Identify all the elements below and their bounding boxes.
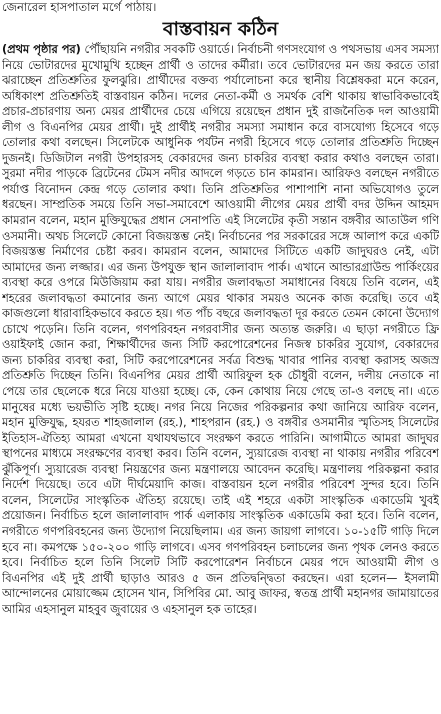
article-body-text: পৌঁছায়নি নগরীর সবকটি ওয়ার্ডে। নির্বাচনী গণসংযোগ ও পথসভায় এসব সমস্যা নিয়ে ভোটারদের মুখোমুখি হচ্ছেন প্রার্থী ও তাদের কর্মীরা। তবে ভোটারদের মন জয় করতে তারা ঝরাচ্ছেন প্রতিশ্রুতির ফুলঝুরি। প্রার্থীদের বক্তব্য পর্যালোচনা করে স্থানীয় বিশ্লেষকরা মনে করেন, অধিকাংশ প্রতিশ্রুতিই বাস্তবায়ন কঠিন। দলের নেতা-কর্মী ও সমর্থক বেশি থাকায় স্বাভাবিকভাবেই প্রচার-প্রচারণায় অন্য মেয়র প্রার্থীদের চেয়ে এগিয়ে রয়েছেন প্রধান দুই রাজনৈতিক দল আওয়ামী লীগ ও বিএনপির মেয়র প্রার্থী। দুই প্রার্থীই নগরীর সমস্যা সমাধান করে বাসযোগ্য হিসেবে গড়ে তোলার কথা বলছেন। সিলেটকে আধুনিক পর্যটন নগরী হিসেবে গড়ে তোলার প্রতিশ্রুতি দিচ্ছেন দুজনই। ডিজিটাল নগরী উপহারসহ বেকারদের জন্য চাকরির ব্যবস্থা করার কথাও বলছেন তারা। সুরমা নদীর পাড়কে ব্রিটেনের টেমস নদীর আদলে গড়তে চান কামরান। আরিফও বলছেন নগরীতে পর্যাপ্ত বিনোদন কেন্দ্র গড়ে তোলার কথা। তিনি প্রতিশ্রুতির পাশাপাশি নানা অভিযোগও তুলে ধরছেন। সাম্প্রতিক সময়ে তিনি সভা-সমাবেশে আওয়ামী লীগের মেয়র প্রার্থী বদর উদ্দিন আহমদ কামরান বলেন, মহান মুক্তিযুদ্ধের প্রধান সেনাপতি এই সিলেটের কৃতী সন্তান বঙ্গবীর আতাউল গণি ওসমানী। অথচ সিলেটে কোনো বিজয়স্তম্ভ নেই। নির্বাচনের পর সরকারের সঙ্গে আলাপ করে একটি বিজয়স্তম্ভ নির্মাণের চেষ্টা করব। কামরান বলেন, আমাদের সিটিতে একটি জাদুঘরও নেই, এটা আমাদের জন্য লজ্জার। এর জন্য উপযুক্ত স্থান জালালাবাদ পার্ক। এখানে আন্ডারগ্রাউন্ড পার্কিংয়ের ব্যবস্থা করে ওপরে মিউজিয়াম করা যায়। নগরীর জলাবদ্ধতা সমাধানের বিষয়ে তিনি বলেন, এই শহরের জলাবদ্ধতা কমানোর জন্য আগে মেয়র থাকার সময়ও অনেক কাজ করেছি। তবে এই কাজগুলো ধারাবাহিকভাবে করতে হয়। গত পাঁচ বছরে জলাবদ্ধতা দূর করতে তেমন কোনো উদ্যোগ চোখে পড়েনি। তিনি বলেন, গণপরিবহন নগরবাসীর জন্য অত্যন্ত জরুরি। এ ছাড়া নগরীতে ফ্রি ওয়াইফাই জোন করা, শিক্ষার্থীদের জন্য সিটি করপোরেশনের নিজস্ব চাকরির সুযোগ, বেকারদের জন্য চাকরির ব্যবস্থা করা, সিটি করপোরেশনের সর্বত্র বিশুদ্ধ খাবার পানির ব্যবস্থা করাসহ অজস্র প্রতিশ্রুতি দিচ্ছেন তিনি। বিএনপির মেয়র প্রার্থী আরিফুল হক চৌধুরী বলেন, দলীয় নেতাকে না পেয়ে তার ছেলেকে ধরে নিয়ে যাওয়া হচ্ছে। কে, কেন কোথায় নিয়ে গেছে তা-ও বলছে না। এতে মানুষের মধ্যে ভয়ভীতি সৃষ্টি হচ্ছে। নগর নিয়ে নিজের পরিকল্পনার কথা জানিয়ে আরিফ বলেন, মহান মুক্তিযুদ্ধ, হযরত শাহজালাল (রহ.), শাহপরান (রহ.) ও বঙ্গবীর ওসমানীর স্মৃতিসহ সিলেটের ইতিহাস-ঐতিহ্য আমরা এখনো যথাযথভাবে সংরক্ষণ করতে পারিনি। আগামীতে আমরা জাদুঘর স্থাপনের মাধ্যমে সংরক্ষণের ব্যবস্থা করব। তিনি বলেন, স্যুয়ারেজ ব্যবস্থা না থাকায় নগরীর পরিবেশ ঝুঁকিপূর্ণ। স্যুয়ারেজ ব্যবস্থা নিয়ন্ত্রণের জন্য মন্ত্রণালয়ে আবেদন করেছি। মন্ত্রণালয় পরিকল্পনা করার নির্দেশ দিয়েছে। তবে এটা দীর্ঘমেয়াদি কাজ। বাস্তবায়ন হলে নগরীর পরিবেশ সুন্দর হবে। তিনি বলেন, সিলেটের সাংস্কৃতিক ঐতিহ্য রয়েছে। তাই এই শহরে একটা সাংস্কৃতিক একাডেমি খুবই প্রয়োজন। নির্বাচিত হলে জালালাবাদ পার্ক এলাকায় সাংস্কৃতিক একাডেমি করা হবে। তিনি বলেন, নগরীতে গণপরিবহনের জন্য উদ্যোগ নিয়েছিলাম। এর জন্য জায়গা লাগবে। ১০-১৫টি গাড়ি দিলে হবে না। কমপক্ষে ১৫০-২০০ গাড়ি লাগবে। এসব গণপরিবহন চলাচলের জন্য পৃথক লেনও করতে হবে। নির্বাচিত হলে তিনি সিলেট সিটি করপোরেশন নির্বাচনে মেয়র পদে আওয়ামী লীগ ও বিএনপির এই দুই প্রার্থী ছাড়াও আরও ৫ জন প্রতিদ্বন্দ্বিতা করছেন। এরা হলেন— ইসলামী আন্দোলনের মোয়াজ্জেম হোসেন খান, সিপিবির মো. আবু জাফর, স্বতন্ত্র প্রার্থী মহানগর জামায়াতের আমির এহসানুল মাহবুব জুবায়ের ও এহসানুল হক তাহের। xyxy=(2,43,439,616)
article-headline: বাস্তবায়ন কঠিন xyxy=(162,18,279,40)
continuation-tag: (প্রথম পৃষ্ঠার পর) xyxy=(2,43,81,56)
article-paragraph xyxy=(2,42,439,617)
previous-article-tail: জেনারেল হাসপাতাল মর্গে পাঠায়। xyxy=(2,0,157,14)
article-body xyxy=(2,42,439,714)
